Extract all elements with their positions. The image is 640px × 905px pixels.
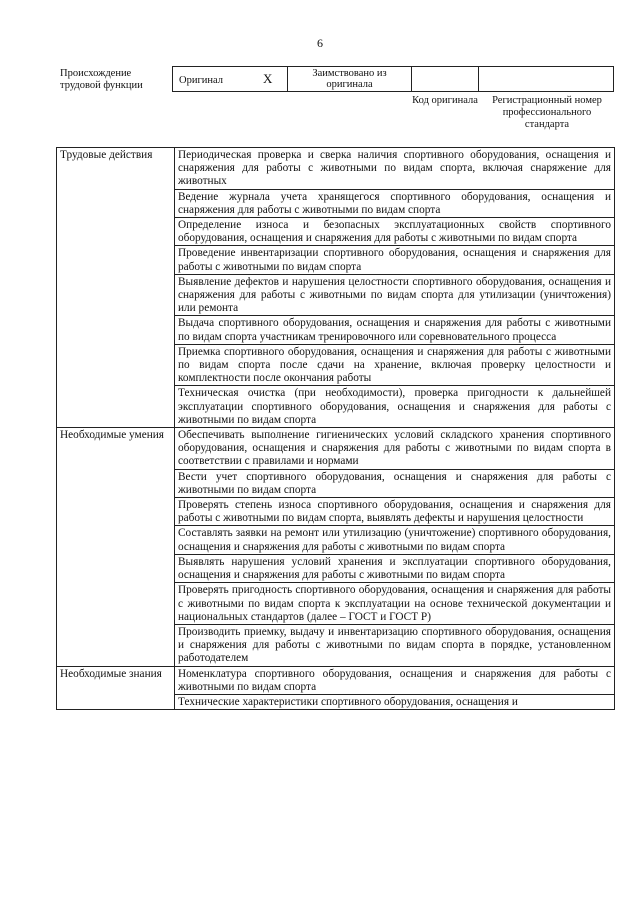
reg-number-cell [479, 67, 614, 92]
reg-number-label: Регистрационный номер профессионального стандарта [492, 95, 602, 130]
row-text: Проверять пригодность спортивного оборудования, оснащения и снаряжения для работы с животными по видам спорта к эксплуатации на основе технической документации и национальных стандартов (далее – ГОСТ и ГОСТ Р) [175, 583, 615, 625]
row-text: Составлять заявки на ремонт или утилизацию (уничтожение) спортивного оборудования, оснащения и снаряжения для работы с животными по видам спорта [175, 526, 615, 554]
row-text: Выдача спортивного оборудования, оснащения и снаряжения для работы с животными по видам спорта участникам тренировочного или соревновательного процесса [175, 316, 615, 344]
labor-function-table [56, 147, 615, 710]
table-row [57, 666, 615, 694]
row-text: Обеспечивать выполнение гигиенических условий складского хранения спортивного оборудования, оснащения и снаряжения для работы с животными по видам спорта в соответствии с правилами и нормами [175, 428, 615, 470]
row-text: Номенклатура спортивного оборудования, оснащения и снаряжения для работы с животными по видам спорта [175, 666, 615, 694]
row-text: Техническая очистка (при необходимости), проверка пригодности к дальнейшей эксплуатации спортивного оборудования, оснащения и снаряжения для работы с животными по видам спорта [175, 386, 615, 428]
origin-table [172, 66, 614, 92]
row-text: Периодическая проверка и сверка наличия спортивного оборудования, оснащения и снаряжения для работы с животными по видам спорта, включая снаряжение для животных [175, 148, 615, 190]
row-text: Выявление дефектов и нарушения целостности спортивного оборудования, оснащения и снаряжения для работы с животными по видам спорта для утилизации (уничтожения) или ремонта [175, 274, 615, 316]
original-cell [173, 67, 288, 92]
section-heading: Трудовые действия [57, 148, 175, 428]
section-heading: Необходимые знания [57, 666, 175, 710]
section-heading: Необходимые умения [57, 428, 175, 666]
page-number: 6 [317, 36, 323, 50]
origin-label: Происхождение трудовой функции [60, 68, 143, 91]
original-label: Оригинал [179, 74, 223, 86]
code-label: Код оригинала [412, 95, 478, 106]
table-row [57, 428, 615, 470]
row-text: Приемка спортивного оборудования, оснащения и снаряжения для работы с животными по видам спорта после сдачи на хранение, включая проверку целостности и комплектности после окончания работы [175, 344, 615, 386]
row-text: Выявлять нарушения условий хранения и эксплуатации спортивного оборудования, оснащения и снаряжения для работы с животными по видам спорта [175, 554, 615, 582]
row-text: Определение износа и безопасных эксплуатационных свойств спортивного оборудования, оснащения и снаряжения для работы с животными по видам спорта [175, 218, 615, 246]
row-text: Вести учет спортивного оборудования, оснащения и снаряжения для работы с животными по видам спорта [175, 469, 615, 497]
table-row [57, 148, 615, 190]
row-text: Технические характеристики спортивного оборудования, оснащения и [175, 694, 615, 709]
borrowed-cell: Заимствовано из оригинала [288, 67, 412, 92]
row-text: Ведение журнала учета хранящегося спортивного оборудования, оснащения и снаряжения для работы с животными по видам спорта [175, 189, 615, 217]
code-cell [412, 67, 479, 92]
row-text: Проверять степень износа спортивного оборудования, оснащения и снаряжения для работы с животными по видам спорта, выявлять дефекты и нарушения целостности [175, 498, 615, 526]
original-mark: X [263, 70, 273, 86]
row-text: Проведение инвентаризации спортивного оборудования, оснащения и снаряжения для работы с животными по видам спорта [175, 246, 615, 274]
row-text: Производить приемку, выдачу и инвентаризацию спортивного оборудования, оснащения и снаряжения для работы с животными по видам спорта в порядке, установленном работодателем [175, 624, 615, 666]
